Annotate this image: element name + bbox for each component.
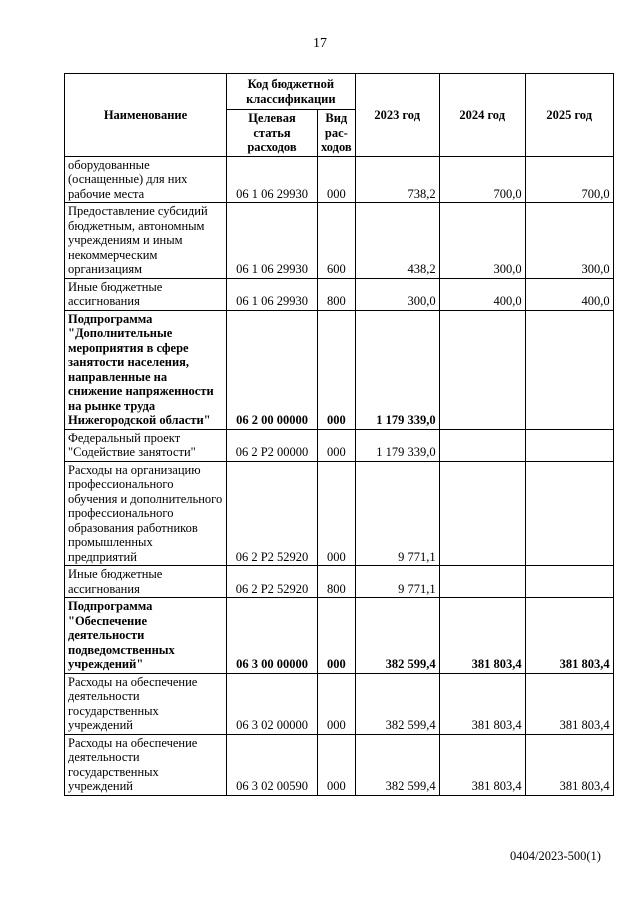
- row-value-2025: [525, 429, 613, 461]
- row-value-2024: 400,0: [439, 278, 525, 310]
- row-value-2024: 300,0: [439, 203, 525, 279]
- row-value-2023: 9 771,1: [355, 566, 439, 598]
- row-name: Расходы на обеспечение деятельности государственных учреждений: [65, 673, 227, 734]
- header-kind: Вид рас-ходов: [318, 110, 356, 157]
- table-body: [65, 156, 614, 795]
- table-row: [65, 429, 614, 461]
- row-name: Иные бюджетные ассигнования: [65, 278, 227, 310]
- header-2025: 2025 год: [525, 74, 613, 157]
- row-name: Расходы на организацию профессионального обучения и дополнительного профессионального образования работников промышленных предприятий: [65, 461, 227, 566]
- row-expense-kind: 000: [318, 461, 356, 566]
- table-row: [65, 673, 614, 734]
- row-value-2025: 381 803,4: [525, 598, 613, 674]
- row-value-2024: [439, 461, 525, 566]
- row-value-2025: [525, 310, 613, 429]
- row-value-2025: 400,0: [525, 278, 613, 310]
- row-value-2025: [525, 566, 613, 598]
- row-target-code: 06 3 02 00590: [227, 734, 318, 795]
- row-target-code: 06 2 00 00000: [227, 310, 318, 429]
- row-expense-kind: 600: [318, 203, 356, 279]
- header-2023: 2023 год: [355, 74, 439, 157]
- header-2024: 2024 год: [439, 74, 525, 157]
- row-expense-kind: 000: [318, 734, 356, 795]
- row-expense-kind: 000: [318, 673, 356, 734]
- row-expense-kind: 000: [318, 598, 356, 674]
- row-name: Подпрограмма "Обеспечение деятельности подведомственных учреждений": [65, 598, 227, 674]
- row-value-2024: 381 803,4: [439, 673, 525, 734]
- row-value-2023: 1 179 339,0: [355, 310, 439, 429]
- row-name: Федеральный проект "Содействие занятости": [65, 429, 227, 461]
- row-target-code: 06 3 00 00000: [227, 598, 318, 674]
- budget-table: [64, 73, 614, 796]
- row-value-2025: 300,0: [525, 203, 613, 279]
- table-row: [65, 278, 614, 310]
- row-value-2025: [525, 461, 613, 566]
- row-target-code: 06 2 Р2 00000: [227, 429, 318, 461]
- row-value-2025: 381 803,4: [525, 673, 613, 734]
- row-value-2024: 381 803,4: [439, 734, 525, 795]
- row-value-2023: 9 771,1: [355, 461, 439, 566]
- row-value-2025: 381 803,4: [525, 734, 613, 795]
- table-row: [65, 310, 614, 429]
- row-value-2025: 700,0: [525, 156, 613, 203]
- row-name: оборудованные (оснащенные) для них рабочие места: [65, 156, 227, 203]
- row-value-2024: [439, 429, 525, 461]
- row-value-2023: 382 599,4: [355, 734, 439, 795]
- row-value-2023: 382 599,4: [355, 673, 439, 734]
- document-code: 0404/2023-500(1): [510, 849, 601, 863]
- row-expense-kind: 000: [318, 429, 356, 461]
- row-value-2023: 300,0: [355, 278, 439, 310]
- row-target-code: 06 2 Р2 52920: [227, 461, 318, 566]
- row-value-2024: 381 803,4: [439, 598, 525, 674]
- row-target-code: 06 1 06 29930: [227, 156, 318, 203]
- row-expense-kind: 000: [318, 156, 356, 203]
- table-row: [65, 156, 614, 203]
- row-value-2023: 1 179 339,0: [355, 429, 439, 461]
- row-name: Предоставление субсидий бюджетным, автономным учреждениям и иным некоммерческим организациям: [65, 203, 227, 279]
- page-number: 17: [313, 36, 327, 51]
- header-code-group: Код бюджетной классификации: [227, 74, 356, 110]
- row-expense-kind: 000: [318, 310, 356, 429]
- table-header: [65, 74, 614, 157]
- row-value-2023: 438,2: [355, 203, 439, 279]
- row-target-code: 06 1 06 29930: [227, 203, 318, 279]
- table-row: [65, 598, 614, 674]
- row-expense-kind: 800: [318, 278, 356, 310]
- row-target-code: 06 3 02 00000: [227, 673, 318, 734]
- row-value-2023: 738,2: [355, 156, 439, 203]
- row-name: Расходы на обеспечение деятельности государственных учреждений: [65, 734, 227, 795]
- header-target: Целевая статья расходов: [227, 110, 318, 157]
- table-row: [65, 566, 614, 598]
- table-row: [65, 461, 614, 566]
- row-value-2024: [439, 310, 525, 429]
- row-value-2024: [439, 566, 525, 598]
- header-name: Наименование: [65, 74, 227, 157]
- row-target-code: 06 2 Р2 52920: [227, 566, 318, 598]
- row-name: Подпрограмма "Дополнительные мероприятия в сфере занятости населения, направленные на снижение напряженности на рынке труда Нижегородской области": [65, 310, 227, 429]
- row-value-2024: 700,0: [439, 156, 525, 203]
- row-target-code: 06 1 06 29930: [227, 278, 318, 310]
- row-expense-kind: 800: [318, 566, 356, 598]
- row-name: Иные бюджетные ассигнования: [65, 566, 227, 598]
- row-value-2023: 382 599,4: [355, 598, 439, 674]
- table-row: [65, 734, 614, 795]
- table-row: [65, 203, 614, 279]
